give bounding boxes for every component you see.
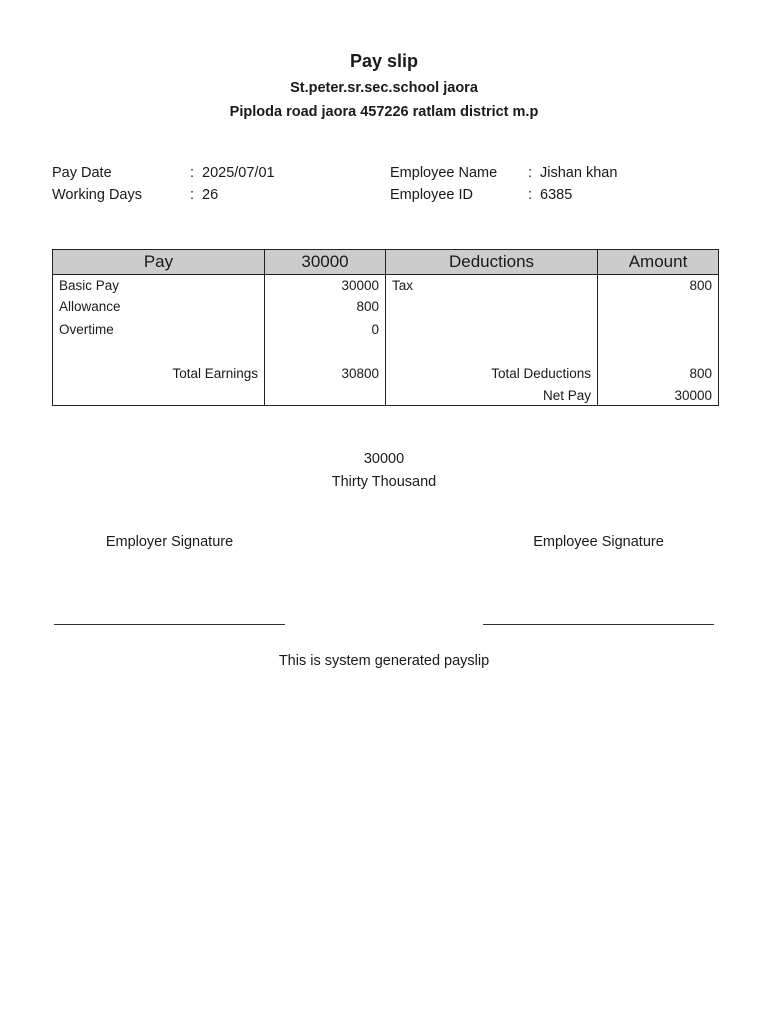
pay-date-label: Pay Date (52, 165, 112, 181)
organization-address: Piploda road jaora 457226 ratlam district m.p (229, 104, 539, 120)
net-pay-value: 30000 (598, 385, 719, 406)
employee-signature-line (483, 624, 714, 625)
earning-value: 0 (265, 318, 386, 341)
net-pay-row (53, 385, 719, 406)
employee-id-value: 6385 (540, 187, 573, 203)
empty-cell (598, 341, 719, 362)
net-pay-label: Net Pay (386, 385, 598, 406)
earning-label: Allowance (53, 295, 265, 318)
footer-note: This is system generated payslip (278, 653, 490, 669)
earning-value: 800 (265, 295, 386, 318)
employee-name-separator: : (528, 165, 533, 181)
net-amount: 30000 (363, 451, 405, 467)
header-deductions: Deductions (386, 250, 598, 275)
total-earnings-label: Total Earnings (53, 362, 265, 385)
empty-cell (598, 295, 719, 318)
empty-cell (386, 318, 598, 341)
organization-name: St.peter.sr.sec.school jaora (290, 80, 478, 96)
total-deductions-value: 800 (598, 362, 719, 385)
empty-cell (53, 385, 265, 406)
working-days-label: Working Days (52, 187, 142, 203)
header-amount: Amount (598, 250, 719, 275)
employee-name-value: Jishan khan (540, 165, 618, 181)
empty-cell (386, 341, 598, 362)
pay-table-header-row (53, 250, 719, 275)
empty-cell (53, 341, 265, 362)
earning-label: Overtime (53, 318, 265, 341)
totals-row (53, 362, 719, 385)
pay-table (52, 249, 719, 406)
net-amount-words: Thirty Thousand (331, 474, 437, 490)
table-row (53, 318, 719, 341)
working-days-separator: : (190, 187, 195, 203)
employee-id-separator: : (528, 187, 533, 203)
employee-name-label: Employee Name (390, 165, 498, 181)
working-days-value: 26 (202, 187, 219, 203)
deduction-value: 800 (598, 275, 719, 296)
table-spacer-row (53, 341, 719, 362)
employee-id-label: Employee ID (390, 187, 474, 203)
deduction-label: Tax (386, 275, 598, 296)
empty-cell (386, 295, 598, 318)
employee-signature-label: Employee Signature (533, 534, 664, 550)
pay-date-separator: : (190, 165, 195, 181)
employer-signature-line (54, 624, 285, 625)
payslip-title: Pay slip (349, 51, 419, 71)
empty-cell (265, 385, 386, 406)
empty-cell (598, 318, 719, 341)
total-earnings-value: 30800 (265, 362, 386, 385)
total-deductions-label: Total Deductions (386, 362, 598, 385)
table-row (53, 275, 719, 296)
table-row (53, 295, 719, 318)
earning-value: 30000 (265, 275, 386, 296)
header-pay: Pay (53, 250, 265, 275)
header-pay-total: 30000 (265, 250, 386, 275)
earning-label: Basic Pay (53, 275, 265, 296)
pay-date-value: 2025/07/01 (202, 165, 275, 181)
empty-cell (265, 341, 386, 362)
employer-signature-label: Employer Signature (105, 534, 234, 550)
